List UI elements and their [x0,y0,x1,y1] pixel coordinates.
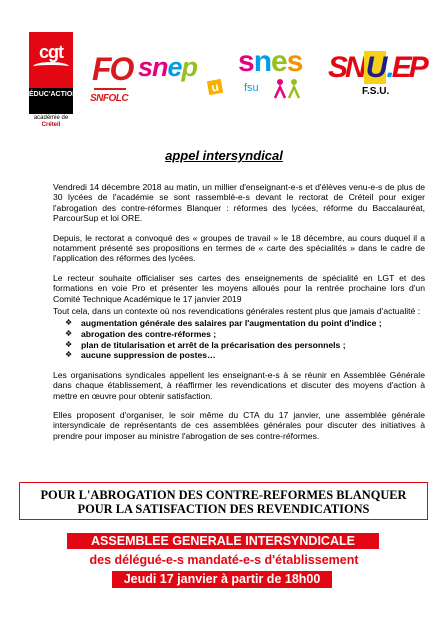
snes-letter: s [238,45,254,78]
snes-wordmark [238,46,314,78]
snuep-fsu-logo [328,52,428,102]
list-item: ❖ abrogation des contre-réformes ; [81,329,425,340]
demands-list [53,318,425,360]
snepu-u-badge: u [207,79,223,95]
snes-fsu-logo [238,46,314,104]
assembly-date: Jeudi 17 janvier à partir de 18h00 [112,571,332,588]
paragraph: Le recteur souhaite officialiser ses cartes des enseignements de spécialité en LGT et des formations en voie Pro et présenter les moyens alloués pour la rentrée prochaine lors d'un Comité Technique Académique le 17 janvier 2019 [53,272,425,304]
slogan-banner [19,482,428,520]
snepu-letter: sn [138,52,168,82]
snes-letter: e [271,45,287,78]
logo-header [0,0,448,140]
list-item: ❖ plan de titularisation et arrêt de la précarisation des personnels ; [81,340,425,351]
snepu-letter: p [181,52,198,82]
educaction-band: ÉDUC'ACTION [29,88,73,114]
fo-rule [94,88,126,90]
assembly-delegates: des délégué-e-s mandaté-e-s d'établissement [89,553,359,567]
snes-letter: s [286,45,303,78]
slogan-line-1: POUR L'ABROGATION DES CONTRE-REFORMES BLANQUER [40,488,407,502]
paragraph: Vendredi 14 décembre 2018 au matin, un millier d'enseignant-e-s et d'élèves venu-e-s de plus de 30 lycées de l'académie se sont rassemblé-e-s devant le rectorat de Créteil pour exiger l'abrogation des contre-réformes Blanquer : réformes des lycées, réforme du Baccalauréat, ParcourSup et loi ORE. [53,182,425,224]
list-item: ❖ augmentation générale des salaires par l'augmentation du point d'indice ; [81,318,425,329]
document-body [53,182,425,450]
assembly-title: ASSEMBLEE GENERALE INTERSYNDICALE [67,533,379,549]
snes-letter: n [253,45,272,78]
paragraph: Tout cela, dans un contexte où nos revendications générales restent plus que jamais d'actualité : [53,306,421,317]
snepu-logo [138,52,230,102]
slogan-line-2: POUR LA SATISFACTION DES REVENDICATIONS [77,502,370,516]
snuep-letter: EP [391,51,426,84]
page-title: appel intersyndical [165,148,283,163]
snfolc-label: SNFOLC [90,93,129,104]
snepu-letter: e [167,52,182,82]
paragraph: Depuis, le rectorat a convoqué des « groupes de travail » le 18 décembre, au cours duquel il a notamment présenté ses propositions en termes de « carte des spécialités » dans le cadre de l'application des réformes des lycées. [53,232,425,264]
snes-people-icon [272,78,302,100]
paragraph: Elles proposent d'organiser, le soir même du CTA du 17 janvier, une assemblée générale intersyndicale de représentants de ces assemblées générales pour discuter des initiatives à prendre pour imposer au ministre l'abrogation de ses contre-réformes. [53,410,425,441]
snuep-wordmark [328,52,428,84]
paragraph: Les organisations syndicales appellent les enseignant-e-s à se réunir en Assemblée Générale dans chaque établissement, à réaffirmer les revendications et discuter des moyens d'action à mettre en œuvre pour obtenir satisfaction. [53,369,425,401]
cgt-educaction-logo [29,32,78,128]
academy-prefix: académie de [33,115,69,121]
cgt-wordmark: cgt [39,42,63,62]
snuep-letter: N [345,51,364,84]
snes-fsu-label: fsu [244,82,259,94]
cgt-wave-mark [33,62,69,71]
cgt-academy-label [23,115,79,129]
snuep-letter: . [386,51,392,84]
snepu-wordmark [138,52,230,82]
list-item: ❖ aucune suppression de postes… [81,350,425,361]
snuep-letter: S [328,51,346,84]
snuep-fsu-label: F.S.U. [362,86,390,97]
fo-snfolc-logo [90,51,133,107]
fo-wordmark: FO [92,51,133,87]
academy-name: Créteil [41,122,61,128]
snuep-letter: U [365,51,385,84]
